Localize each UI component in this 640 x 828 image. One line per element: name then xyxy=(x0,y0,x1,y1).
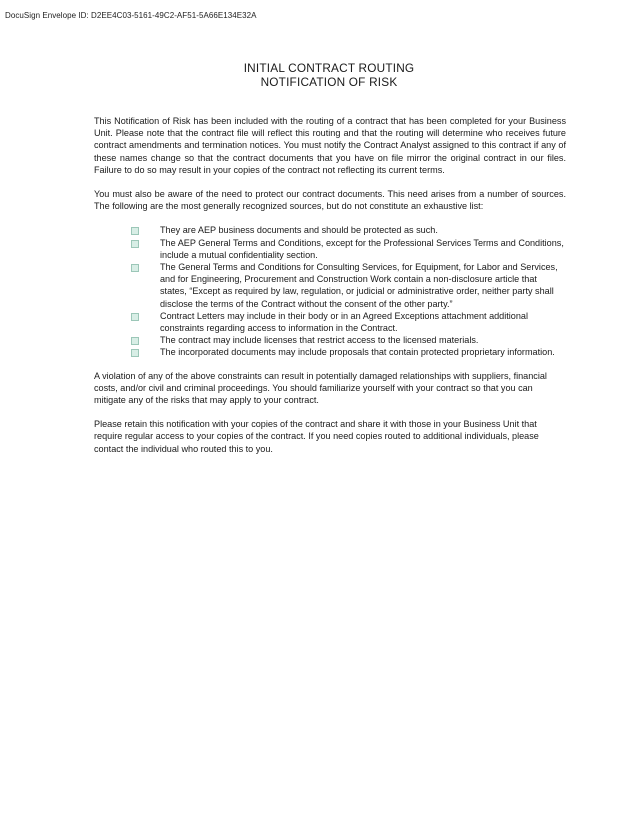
list-item xyxy=(160,310,566,334)
list-item-text: Contract Letters may include in their body or in an Agreed Exceptions attachment additional constraints regarding access to information in the Contract. xyxy=(160,310,529,334)
title-line-2: NOTIFICATION OF RISK xyxy=(260,75,398,89)
square-bullet-icon xyxy=(131,264,139,272)
square-bullet-icon xyxy=(131,313,139,321)
square-bullet-icon xyxy=(131,227,139,235)
list-item xyxy=(160,346,566,358)
document-body xyxy=(94,115,566,467)
docusign-envelope-id: DocuSign Envelope ID: D2EE4C03-5161-49C2-AF51-5A66E134E32A xyxy=(5,11,257,20)
sources-list xyxy=(94,224,566,358)
list-item-text: The AEP General Terms and Conditions, except for the Professional Services Terms and Conditions, include a mutual confidentiality section. xyxy=(160,237,564,260)
retain-paragraph: Please retain this notification with your copies of the contract and share it with those in your Business Unit that require regular access to your copies of the contract. If you need copies routed to additional individuals, please contact the individual who routed this to you. xyxy=(94,419,539,454)
violation-paragraph: A violation of any of the above constraints can result in potentially damaged relationships with suppliers, financial costs, and/or civil and criminal proceedings. You should familiarize yourself with your contract so that you can mitigate any of the risks that may apply to your contract. xyxy=(94,370,547,406)
protect-paragraph: You must also be aware of the need to protect our contract documents. This need arises from a number of sources. The following are the most generally recognized sources, but do not constitute an exhaustive list: xyxy=(94,189,566,212)
document-title xyxy=(0,61,640,89)
square-bullet-icon xyxy=(131,337,139,345)
list-item-text: The contract may include licenses that restrict access to the licensed materials. xyxy=(160,335,479,346)
square-bullet-icon xyxy=(131,240,139,248)
list-item-text: The General Terms and Conditions for Consulting Services, for Equipment, for Labor and Services, and for Engineering, Procurement and Construction Work contain a non-disclosure article that states, “Except as required by law, regulation, or judicial or administrative order, neither party shall disclose the terms of the Contract without the consent of the other party.” xyxy=(160,262,558,309)
list-item xyxy=(160,334,566,346)
title-line-1: INITIAL CONTRACT ROUTING xyxy=(243,61,415,75)
square-bullet-icon xyxy=(131,349,139,357)
intro-paragraph: This Notification of Risk has been included with the routing of a contract that has been completed for your Business Unit. Please note that the contract file will reflect this routing and that the routing will determine who receives future contract amendments and termination notices. You must notify the Contract Analyst assigned to this contract if any of these names change so that the contract documents that you have on file mirror the original contract in our files. Failure to do so may result in your copies of the contract not reflecting its current terms. xyxy=(94,116,566,175)
list-item xyxy=(160,224,566,236)
list-item xyxy=(160,237,566,261)
list-item-text: They are AEP business documents and should be protected as such. xyxy=(160,225,438,236)
list-item xyxy=(160,261,566,310)
list-item-text: The incorporated documents may include proposals that contain protected proprietary information. xyxy=(160,347,555,358)
